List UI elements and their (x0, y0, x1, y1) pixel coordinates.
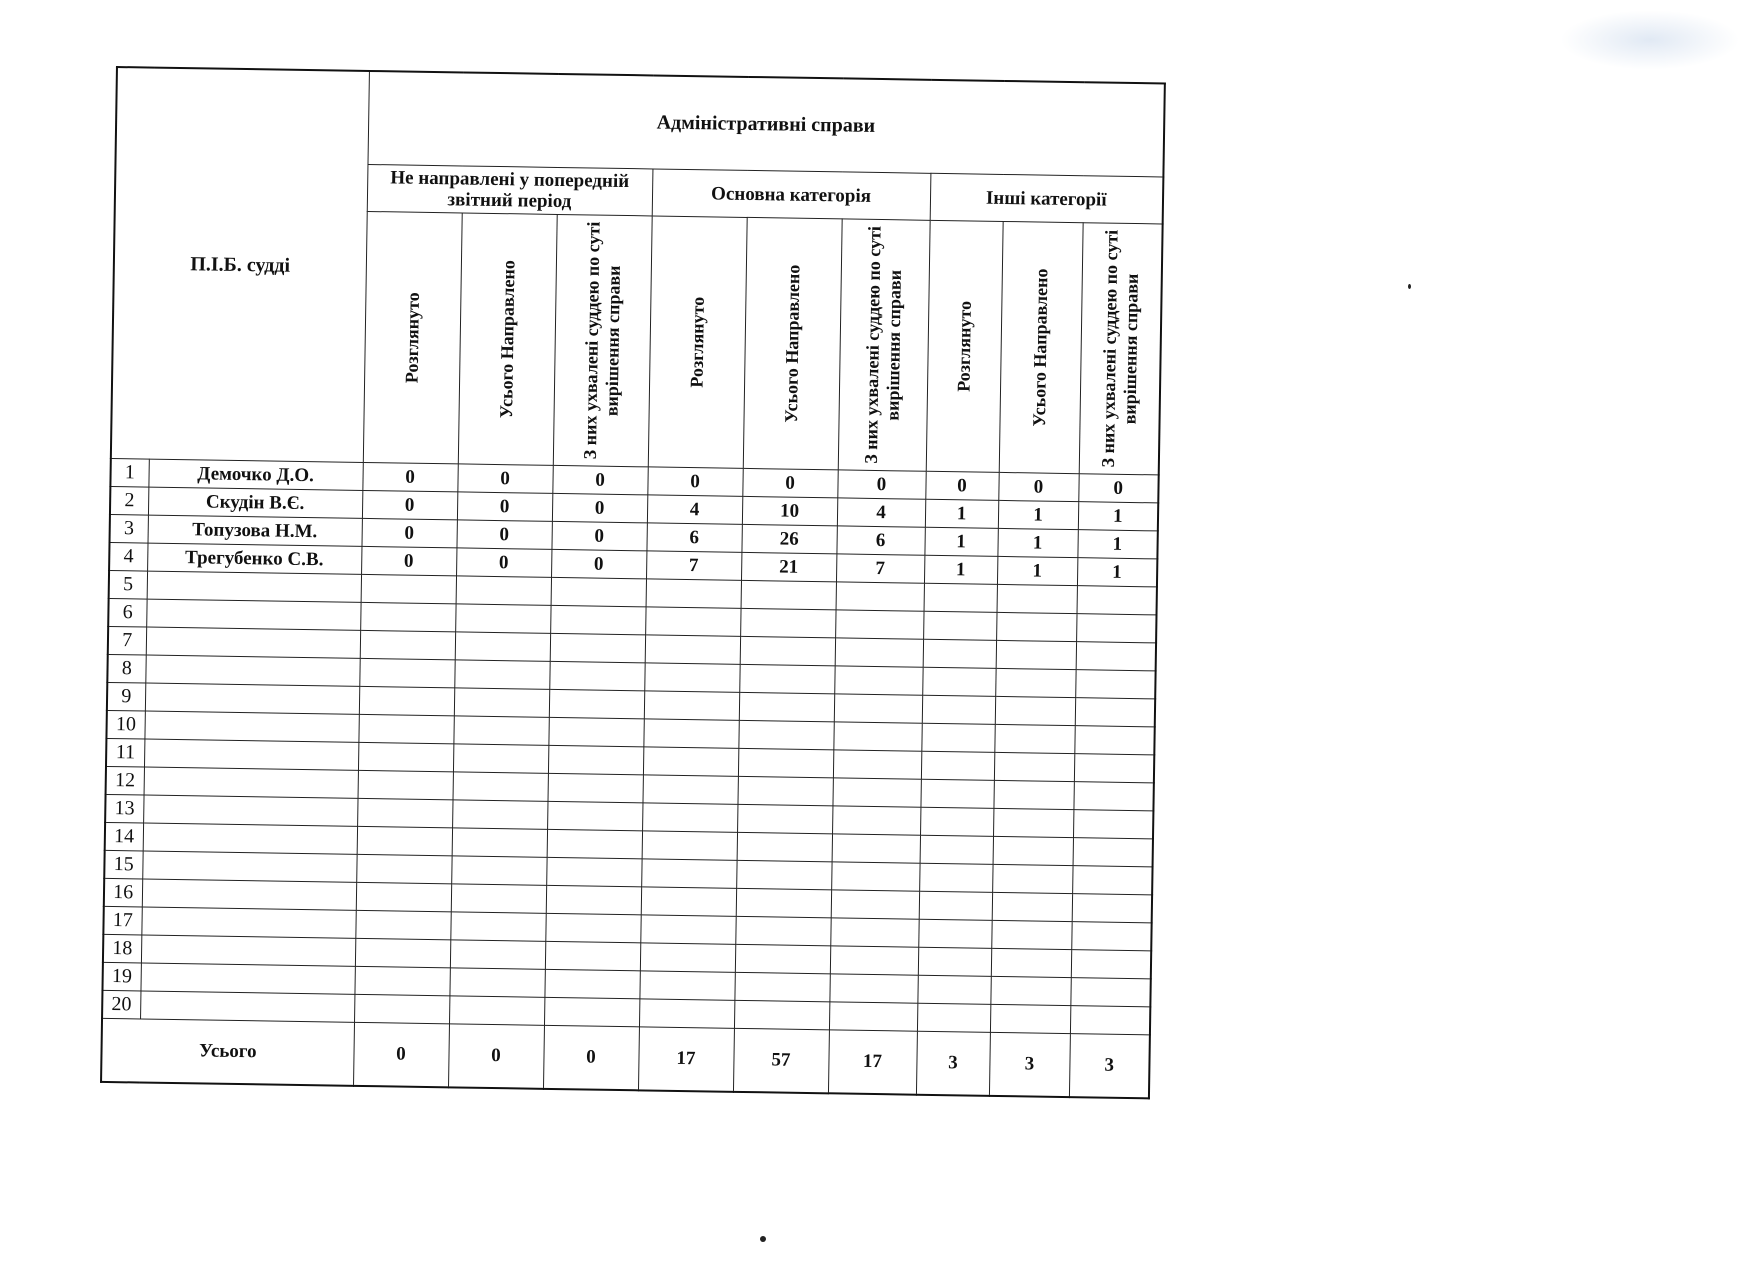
value-cell (990, 976, 1070, 1005)
value-cell (921, 751, 994, 780)
row-number: 11 (106, 738, 144, 767)
value-cell (643, 747, 738, 776)
judge-name: Демочко Д.О. (148, 459, 362, 490)
value-cell (996, 612, 1076, 641)
value-cell (450, 940, 545, 969)
value-cell: 1 (997, 528, 1077, 557)
value-cell (357, 798, 452, 827)
value-cell (548, 745, 643, 774)
value-cell: 0 (647, 467, 742, 496)
row-number: 8 (107, 654, 145, 683)
value-cell: 4 (647, 495, 742, 524)
value-cell (990, 1004, 1070, 1033)
value-cell (360, 602, 455, 631)
judge-name (140, 963, 354, 994)
total-cell: 3 (916, 1031, 990, 1096)
row-number: 17 (103, 906, 141, 935)
value-cell (1075, 698, 1155, 727)
value-cell (545, 941, 640, 970)
value-cell (833, 722, 921, 751)
value-cell (919, 863, 992, 892)
value-cell: 0 (456, 548, 551, 577)
value-cell (1073, 838, 1153, 867)
value-cell (1076, 642, 1156, 671)
value-cell (645, 607, 740, 636)
judge-name (140, 991, 354, 1022)
value-cell (1072, 866, 1152, 895)
value-cell: 0 (551, 521, 646, 550)
value-cell (453, 744, 548, 773)
value-cell (644, 691, 739, 720)
value-cell (549, 689, 644, 718)
row-number: 5 (109, 570, 147, 599)
value-cell (452, 800, 547, 829)
value-cell (835, 638, 923, 667)
value-cell: 0 (456, 520, 551, 549)
row-number: 16 (104, 878, 142, 907)
value-cell (640, 943, 735, 972)
value-cell (832, 834, 920, 863)
value-cell (646, 579, 741, 608)
value-cell (1070, 1006, 1150, 1035)
subcol-header-considered: Розглянуто (363, 211, 462, 463)
value-cell (997, 584, 1077, 613)
value-cell (1071, 922, 1151, 951)
value-cell: 0 (552, 493, 647, 522)
value-cell: 10 (742, 496, 837, 525)
value-cell (1073, 810, 1153, 839)
judge-name: Скудін В.Є. (148, 487, 362, 518)
value-cell (830, 918, 918, 947)
value-cell: 0 (457, 492, 552, 521)
value-cell (546, 857, 641, 886)
value-cell (357, 826, 452, 855)
value-cell (356, 854, 451, 883)
value-cell (835, 610, 923, 639)
report-sheet (100, 66, 1166, 1099)
value-cell (829, 974, 917, 1003)
value-cell (991, 948, 1071, 977)
value-cell (994, 752, 1074, 781)
value-cell (546, 885, 641, 914)
value-cell (641, 859, 736, 888)
scan-dot (1408, 284, 1411, 289)
value-cell: 1 (1077, 558, 1157, 587)
subcol-header-total-sent: Усього Направлено (458, 213, 557, 465)
row-number: 20 (102, 990, 140, 1019)
value-cell (740, 608, 835, 637)
value-cell (920, 807, 993, 836)
value-cell (993, 780, 1073, 809)
value-cell (917, 975, 990, 1004)
row-number: 10 (106, 710, 144, 739)
value-cell (644, 663, 739, 692)
value-cell (737, 832, 832, 861)
value-cell (642, 831, 737, 860)
value-cell (361, 574, 456, 603)
value-cell (738, 748, 833, 777)
group-header-not-sent: Не направлені у попередній звітний період (367, 164, 653, 215)
row-number: 15 (104, 850, 142, 879)
judges-report-table (100, 66, 1166, 1099)
value-cell: 1 (925, 499, 998, 528)
row-number: 18 (103, 934, 141, 963)
value-cell: 0 (837, 470, 925, 499)
value-cell (923, 639, 996, 668)
total-label: Усього (101, 1018, 354, 1085)
value-cell (455, 632, 550, 661)
value-cell (735, 944, 830, 973)
value-cell (454, 660, 549, 689)
value-cell (453, 772, 548, 801)
value-cell: 4 (837, 498, 925, 527)
value-cell (736, 888, 831, 917)
judge-name (141, 935, 355, 966)
value-cell (830, 946, 918, 975)
value-cell (449, 968, 544, 997)
value-cell (358, 770, 453, 799)
value-cell (544, 997, 639, 1026)
value-cell (544, 969, 639, 998)
value-cell (738, 720, 833, 749)
total-cell: 0 (353, 1022, 449, 1087)
value-cell (1070, 978, 1150, 1007)
value-cell (355, 938, 450, 967)
value-cell (739, 664, 834, 693)
value-cell: 1 (924, 555, 997, 584)
value-cell: 0 (457, 464, 552, 493)
value-cell (921, 723, 994, 752)
value-cell (454, 688, 549, 717)
value-cell: 6 (646, 523, 741, 552)
judge-name (145, 655, 359, 686)
value-cell: 1 (997, 556, 1077, 585)
subcol-header-decided: З них ухвалені суддею по суті вирішення справи (553, 214, 652, 466)
value-cell: 0 (552, 465, 647, 494)
judge-name: Трегубенко С.В. (147, 543, 361, 574)
value-cell: 1 (998, 500, 1078, 529)
value-cell: 7 (646, 551, 741, 580)
administrative-cases-header: Адміністративні справи (367, 71, 1164, 177)
value-cell (992, 892, 1072, 921)
value-cell (354, 994, 449, 1023)
value-cell (452, 828, 547, 857)
total-cell: 17 (828, 1030, 917, 1095)
value-cell (1074, 726, 1154, 755)
value-cell: 0 (925, 471, 998, 500)
value-cell (996, 640, 1076, 669)
value-cell (924, 583, 997, 612)
row-number: 12 (106, 766, 144, 795)
row-number: 13 (105, 794, 143, 823)
value-cell (550, 633, 645, 662)
value-cell (551, 577, 646, 606)
value-cell (922, 695, 995, 724)
row-number: 19 (102, 962, 140, 991)
value-cell (734, 1000, 829, 1029)
value-cell (1075, 670, 1155, 699)
total-cell: 0 (448, 1024, 544, 1089)
row-number: 1 (110, 458, 148, 487)
value-cell (642, 775, 737, 804)
judge-name (143, 795, 357, 826)
row-number: 2 (110, 486, 148, 515)
judge-name (141, 907, 355, 938)
value-cell (995, 696, 1075, 725)
value-cell: 0 (362, 462, 457, 491)
value-cell (355, 910, 450, 939)
row-number: 14 (105, 822, 143, 851)
total-cell: 57 (733, 1028, 829, 1093)
value-cell (918, 947, 991, 976)
group-header-main-category: Основна категорія (652, 169, 931, 220)
value-cell (922, 667, 995, 696)
total-cell: 17 (638, 1027, 734, 1092)
value-cell (549, 661, 644, 690)
judge-name-header: П.І.Б. судді (111, 67, 369, 462)
value-cell (547, 829, 642, 858)
value-cell (450, 912, 545, 941)
scan-dot (760, 1236, 766, 1242)
value-cell (836, 582, 924, 611)
value-cell (1074, 754, 1154, 783)
value-cell (834, 694, 922, 723)
total-cell: 3 (989, 1032, 1070, 1097)
value-cell: 0 (361, 546, 456, 575)
value-cell (919, 891, 992, 920)
value-cell (923, 611, 996, 640)
value-cell: 7 (836, 554, 924, 583)
value-cell: 0 (742, 468, 837, 497)
value-cell (735, 916, 830, 945)
value-cell (453, 716, 548, 745)
value-cell (547, 801, 642, 830)
value-cell (1071, 950, 1151, 979)
total-cell: 0 (543, 1025, 639, 1090)
value-cell (1076, 614, 1156, 643)
value-cell (455, 604, 550, 633)
value-cell (358, 742, 453, 771)
value-cell (832, 806, 920, 835)
value-cell (451, 884, 546, 913)
judge-name (144, 739, 358, 770)
judge-name (146, 627, 360, 658)
value-cell: 21 (741, 552, 836, 581)
judge-name (142, 851, 356, 882)
subcol-header-total-sent: Усього Направлено (999, 221, 1083, 473)
scan-smudge (1560, 10, 1740, 70)
value-cell (642, 803, 737, 832)
row-number: 6 (108, 598, 146, 627)
value-cell (545, 913, 640, 942)
value-cell: 1 (924, 527, 997, 556)
value-cell (356, 882, 451, 911)
subcol-header-total-sent: Усього Направлено (743, 217, 842, 469)
value-cell (734, 972, 829, 1001)
value-cell (737, 804, 832, 833)
subcol-header-decided: З них ухвалені суддею по суті вирішення справи (838, 219, 930, 471)
value-cell (456, 576, 551, 605)
value-cell (550, 605, 645, 634)
value-cell (449, 996, 544, 1025)
judge-name (142, 879, 356, 910)
value-cell (451, 856, 546, 885)
subcol-header-considered: Розглянуто (648, 216, 747, 468)
value-cell (360, 630, 455, 659)
subcol-header-decided: З них ухвалені суддею по суті вирішення справи (1079, 223, 1163, 475)
value-cell (831, 862, 919, 891)
value-cell: 0 (1078, 474, 1158, 503)
judge-name (144, 711, 358, 742)
row-number: 9 (107, 682, 145, 711)
value-cell (832, 778, 920, 807)
value-cell (993, 836, 1073, 865)
value-cell (641, 887, 736, 916)
judge-name (146, 599, 360, 630)
value-cell (548, 773, 643, 802)
value-cell (992, 864, 1072, 893)
value-cell (829, 1002, 917, 1031)
value-cell (1073, 782, 1153, 811)
value-cell (995, 668, 1075, 697)
value-cell (1072, 894, 1152, 923)
row-number: 3 (110, 514, 148, 543)
subcol-header-considered: Розглянуто (926, 220, 1003, 472)
value-cell (740, 636, 835, 665)
value-cell (991, 920, 1071, 949)
value-cell (643, 719, 738, 748)
value-cell (833, 750, 921, 779)
value-cell (645, 635, 740, 664)
value-cell (737, 776, 832, 805)
judge-name (143, 823, 357, 854)
value-cell: 1 (1078, 502, 1158, 531)
value-cell (639, 971, 734, 1000)
value-cell (917, 1003, 990, 1032)
judge-name (145, 683, 359, 714)
value-cell: 0 (551, 549, 646, 578)
value-cell: 6 (836, 526, 924, 555)
value-cell (834, 666, 922, 695)
value-cell (354, 966, 449, 995)
row-number: 4 (109, 542, 147, 571)
value-cell (358, 714, 453, 743)
value-cell: 0 (362, 490, 457, 519)
value-cell (739, 692, 834, 721)
group-header-other-categories: Інші категорії (930, 173, 1164, 224)
value-cell (359, 658, 454, 687)
value-cell: 0 (998, 472, 1078, 501)
value-cell (1077, 586, 1157, 615)
value-cell (741, 580, 836, 609)
value-cell (920, 835, 993, 864)
value-cell (920, 779, 993, 808)
value-cell (831, 890, 919, 919)
row-number: 7 (108, 626, 146, 655)
value-cell: 26 (741, 524, 836, 553)
value-cell (548, 717, 643, 746)
value-cell (994, 724, 1074, 753)
judge-name (147, 571, 361, 602)
judge-name: Топузова Н.М. (148, 515, 362, 546)
value-cell (918, 919, 991, 948)
value-cell (736, 860, 831, 889)
judge-name (144, 767, 358, 798)
value-cell: 0 (361, 518, 456, 547)
total-cell: 3 (1069, 1034, 1150, 1099)
value-cell (993, 808, 1073, 837)
value-cell: 1 (1077, 530, 1157, 559)
value-cell (359, 686, 454, 715)
value-cell (640, 915, 735, 944)
value-cell (639, 999, 734, 1028)
